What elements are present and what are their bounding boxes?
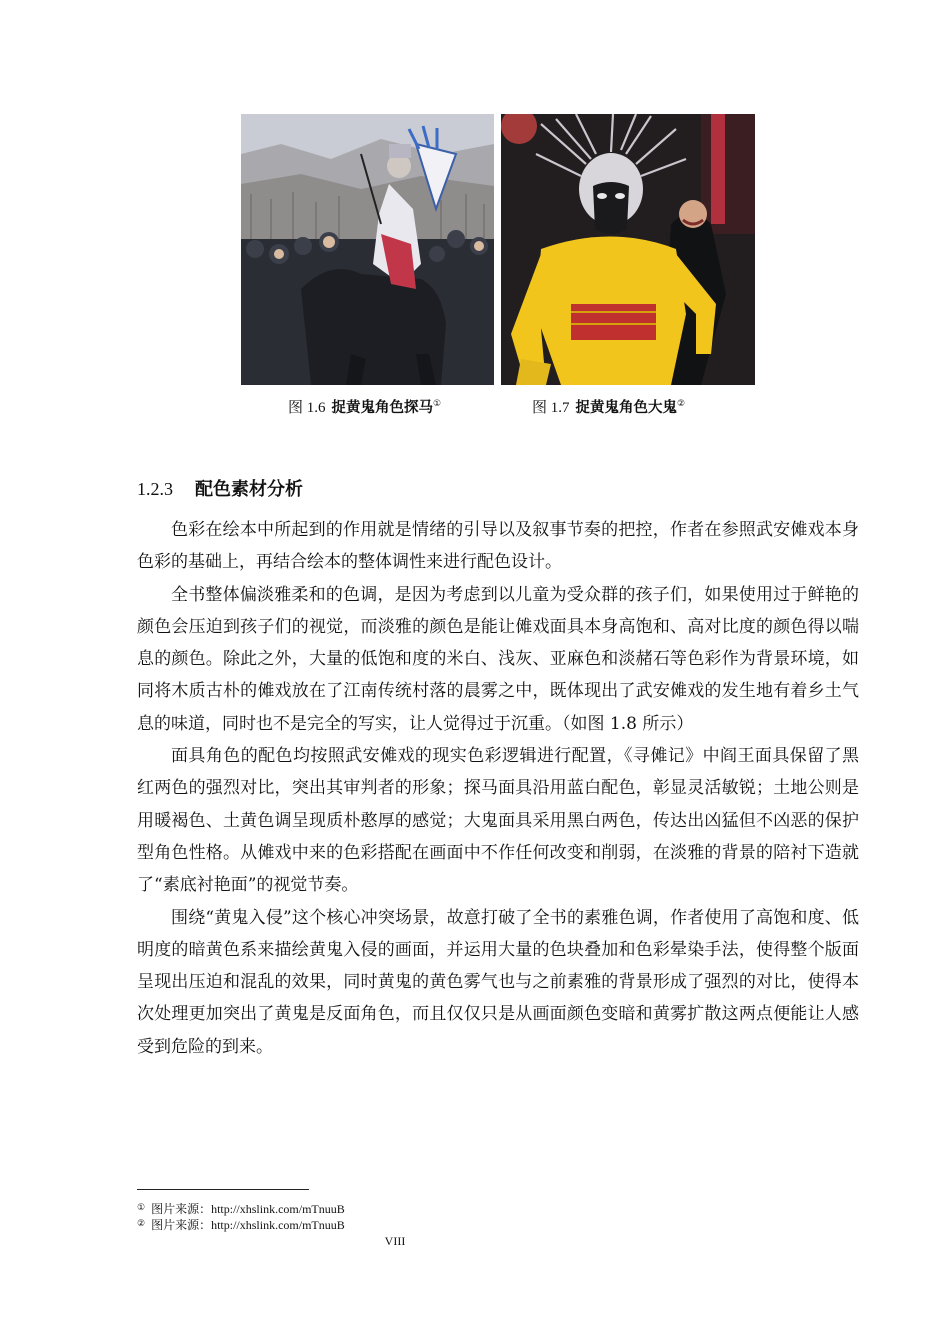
footnote-ref[interactable]: ①	[433, 399, 442, 409]
footnote-ref[interactable]: ②	[677, 399, 686, 409]
footnote-mark: ②	[137, 1218, 146, 1228]
figure-number: 图 1.7	[532, 400, 570, 416]
body-text	[137, 514, 859, 1063]
figure-caption-text: 捉黄鬼角色探马	[331, 400, 434, 416]
photo-masked-performer-icon	[501, 114, 755, 385]
footnote-divider	[137, 1189, 309, 1190]
section-title: 配色素材分析	[195, 479, 303, 500]
figure-number: 图 1.6	[288, 400, 326, 416]
paragraph: 面具角色的配色均按照武安傩戏的现实色彩逻辑进行配置，《寻傩记》中阎王面具保留了黑红两色的强烈对比，突出其审判者的形象；探马面具沿用蓝白配色，彰显灵活敏锐；土地公则是用暖褐色、土黄色调呈现质朴憨厚的感觉；大鬼面具采用黑白两色，传达出凶猛但不凶恶的保护型角色性格。从傩戏中来的色彩搭配在画面中不作任何改变和削弱，在淡雅的背景的陪衬下造就了“素底衬艳面”的视觉节奏。	[137, 746, 859, 896]
figure-1-6-photo	[241, 114, 494, 385]
figure-caption	[288, 396, 441, 417]
photo-rider-on-horse-icon	[241, 114, 494, 385]
figure-caption-text: 捉黄鬼角色大鬼	[575, 400, 678, 416]
paragraph: 色彩在绘本中所起到的作用就是情绪的引导以及叙事节奏的把控，作者在参照武安傩戏本身色彩的基础上，再结合绘本的整体调性来进行配色设计。	[137, 520, 859, 573]
figure-caption	[532, 396, 685, 417]
footnote-text: 图片来源：http://xhslink.com/mTnuuB	[151, 1218, 345, 1232]
section-heading	[137, 475, 303, 501]
section-number: 1.2.3	[137, 479, 173, 499]
footnote-mark: ①	[137, 1202, 146, 1212]
paragraph: 围绕“黄鬼入侵”这个核心冲突场景，故意打破了全书的素雅色调，作者使用了高饱和度、低明度的暗黄色系来描绘黄鬼入侵的画面，并运用大量的色块叠加和色彩晕染手法，使得整个版面呈现出压迫和混乱的效果，同时黄鬼的黄色雾气也与之前素雅的背景形成了强烈的对比，使得本次处理更加突出了黄鬼是反面角色，而且仅仅只是从画面颜色变暗和黄雾扩散这两点便能让人感受到危险的到来。	[137, 907, 859, 1057]
footnote	[137, 1216, 345, 1233]
page-number: VIII	[384, 1234, 406, 1248]
footnote-text: 图片来源：http://xhslink.com/mTnuuB	[151, 1202, 345, 1216]
figure-1-7-photo	[501, 114, 755, 385]
paragraph: 全书整体偏淡雅柔和的色调，是因为考虑到以儿童为受众群的孩子们，如果使用过于鲜艳的颜色会压迫到孩子们的视觉，而淡雅的颜色是能让傩戏面具本身高饱和、高对比度的颜色得以喘息的颜色。除此之外，大量的低饱和度的米白、浅灰、亚麻色和淡赭石等色彩作为背景环境，如同将木质古朴的傩戏放在了江南传统村落的晨雾之中，既体现出了武安傩戏的发生地有着乡土气息的味道，同时也不是完全的写实，让人觉得过于沉重。（如图 1.8 所示）	[137, 584, 859, 734]
footnote	[137, 1200, 345, 1217]
